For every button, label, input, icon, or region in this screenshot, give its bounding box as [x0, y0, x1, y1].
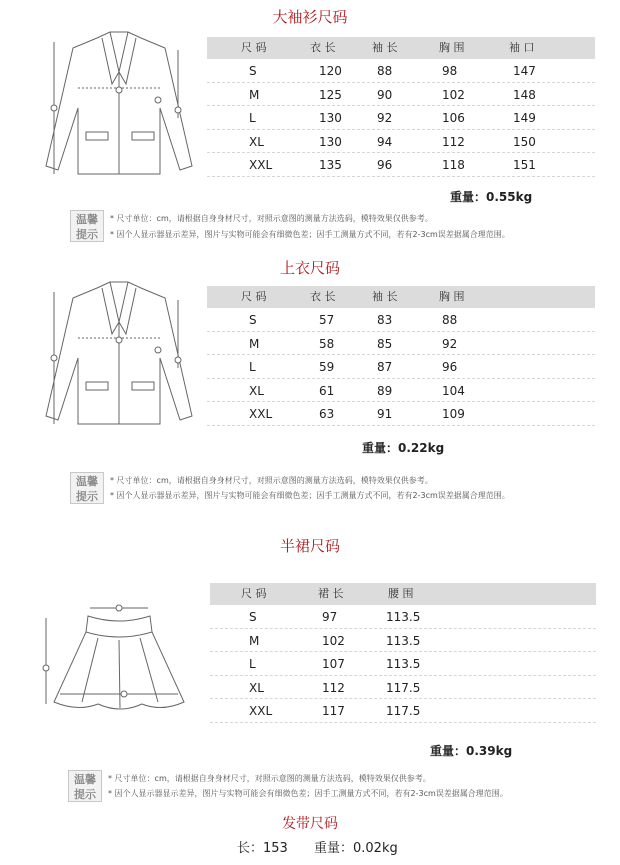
table-cell: 150: [513, 134, 536, 149]
table-cell: 148: [513, 87, 536, 102]
header-cell: 裙 长: [318, 587, 344, 600]
tip-badge-top: 温馨: [76, 475, 98, 488]
section-title-robe: 大袖衫尺码: [272, 8, 348, 26]
table-cell: 88: [442, 313, 458, 327]
table-cell: 130: [319, 111, 342, 125]
table-cell: 147: [513, 64, 536, 78]
table-cell: 91: [377, 407, 393, 421]
table-cell: M: [249, 87, 260, 102]
table-header: [210, 583, 596, 605]
table-cell: 113.5: [386, 633, 421, 648]
header-cell: 衣 长: [310, 41, 336, 54]
table-cell: 135: [319, 158, 342, 172]
table-row: [210, 699, 596, 723]
tip-line-2: * 因个人显示器显示差异，图片与实物可能会有细微色差；因手工测量方式不同，若有2-3cm误差据属合理范围。: [108, 789, 508, 798]
table-cell: L: [249, 111, 256, 125]
table-cell: 102: [322, 633, 345, 648]
tip-badge-bottom: 提示: [76, 490, 98, 503]
table-cell: S: [249, 610, 257, 624]
tip-badge-bottom: 提示: [76, 228, 98, 241]
table-row: [210, 676, 596, 700]
section-title-skirt: 半裙尺码: [279, 537, 340, 555]
tip-line-1: * 尺寸单位：cm，请根据自身身材尺寸，对照示意图的测量方法选码，模特效果仅供参考。: [108, 774, 431, 783]
tip-line-2: * 因个人显示器显示差异，图片与实物可能会有细微色差；因手工测量方式不同，若有2-3cm误差据属合理范围。: [110, 491, 510, 500]
table-cell: 149: [513, 111, 536, 125]
table-row: [207, 153, 595, 177]
header-cell: 袖 长: [372, 41, 398, 54]
table-cell: 61: [319, 383, 335, 398]
tip-badge: [68, 770, 102, 802]
header-cell: 袖 长: [372, 290, 398, 303]
table-cell: 92: [377, 111, 393, 125]
table-cell: XXL: [249, 407, 273, 421]
table-row: [207, 83, 595, 107]
table-row: [207, 308, 595, 332]
weight-label-top: 重量：0.22kg: [362, 441, 445, 455]
table-row: [207, 355, 595, 379]
table-cell: 83: [377, 313, 393, 327]
table-row: [207, 379, 595, 403]
table-cell: 104: [442, 383, 465, 398]
table-row: [207, 59, 595, 83]
header-cell: 胸 围: [439, 290, 465, 303]
table-cell: 57: [319, 313, 335, 327]
table-cell: 112: [442, 134, 465, 149]
table-cell: XL: [249, 680, 264, 695]
table-cell: 151: [513, 158, 536, 172]
table-cell: 94: [377, 134, 393, 149]
tip-line-2: * 因个人显示器显示差异，图片与实物可能会有细微色差；因手工测量方式不同，若有2-3cm误差据属合理范围。: [110, 230, 510, 239]
tip-badge: [70, 210, 104, 242]
table-cell: 92: [442, 336, 458, 351]
weight-label-skirt: 重量：0.39kg: [430, 744, 513, 758]
table-cell: XL: [249, 134, 264, 149]
tip-badge-top: 温馨: [76, 213, 98, 226]
section-title-top: 上衣尺码: [279, 259, 340, 277]
table-row: [207, 332, 595, 356]
table-cell: 97: [322, 610, 338, 624]
table-row: [210, 605, 596, 629]
table-cell: 59: [319, 360, 335, 374]
table-cell: 112: [322, 680, 345, 695]
table-row: [207, 402, 595, 426]
table-header: [207, 37, 595, 59]
table-cell: 107: [322, 657, 345, 671]
table-cell: L: [249, 360, 256, 374]
table-cell: 88: [377, 64, 393, 78]
table-cell: 117.5: [386, 704, 421, 718]
table-cell: 90: [377, 87, 393, 102]
table-cell: 89: [377, 383, 393, 398]
table-cell: 125: [319, 87, 342, 102]
table-cell: 113.5: [386, 610, 421, 624]
jacket-diagram-top: [42, 278, 197, 430]
table-cell: 109: [442, 407, 465, 421]
header-cell: 袖 口: [509, 41, 535, 54]
table-cell: 98: [442, 64, 458, 78]
table-cell: M: [249, 633, 260, 648]
size-table-robe: [207, 37, 595, 177]
tip-line-1: * 尺寸单位：cm，请根据自身身材尺寸，对照示意图的测量方法选码，模特效果仅供参考。: [110, 214, 433, 223]
table-cell: 117: [322, 704, 345, 718]
table-cell: 63: [319, 407, 335, 421]
header-cell: 尺 码: [241, 587, 267, 600]
header-cell: 衣 长: [310, 290, 336, 303]
tip-badge-top: 温馨: [74, 773, 96, 786]
table-cell: 113.5: [386, 657, 421, 671]
hairband-weight: 重量：0.02kg: [314, 841, 398, 856]
table-cell: 117.5: [386, 680, 421, 695]
size-table-skirt: [210, 583, 596, 723]
header-cell: 尺 码: [241, 290, 267, 303]
table-cell: 87: [377, 360, 393, 374]
hairband-length: 长：153: [237, 841, 288, 856]
table-cell: 118: [442, 158, 465, 172]
table-cell: XXL: [249, 704, 273, 718]
table-header: [207, 286, 595, 308]
header-cell: 胸 围: [439, 41, 465, 54]
skirt-diagram: [38, 598, 198, 720]
weight-label-robe: 重量：0.55kg: [450, 190, 533, 204]
table-cell: 85: [377, 336, 393, 351]
tip-badge-bottom: 提示: [74, 788, 96, 801]
size-table-top: [207, 286, 595, 426]
table-cell: 96: [377, 158, 393, 172]
table-row: [210, 652, 596, 676]
table-cell: XXL: [249, 158, 273, 172]
table-cell: 102: [442, 87, 465, 102]
table-cell: 58: [319, 336, 335, 351]
table-cell: S: [249, 313, 257, 327]
section-title-hairband: 发带尺码: [282, 816, 338, 832]
table-cell: 96: [442, 360, 458, 374]
table-cell: S: [249, 64, 257, 78]
header-cell: 腰 围: [388, 587, 414, 600]
table-cell: 130: [319, 134, 342, 149]
table-cell: XL: [249, 383, 264, 398]
table-cell: M: [249, 336, 260, 351]
jacket-diagram-robe: [42, 28, 197, 180]
table-cell: L: [249, 657, 256, 671]
table-row: [210, 629, 596, 653]
table-cell: 120: [319, 64, 342, 78]
table-cell: 106: [442, 111, 465, 125]
tip-line-1: * 尺寸单位：cm，请根据自身身材尺寸，对照示意图的测量方法选码，模特效果仅供参考。: [110, 476, 433, 485]
header-cell: 尺 码: [241, 41, 267, 54]
tip-badge: [70, 472, 104, 504]
table-row: [207, 106, 595, 130]
table-row: [207, 130, 595, 154]
